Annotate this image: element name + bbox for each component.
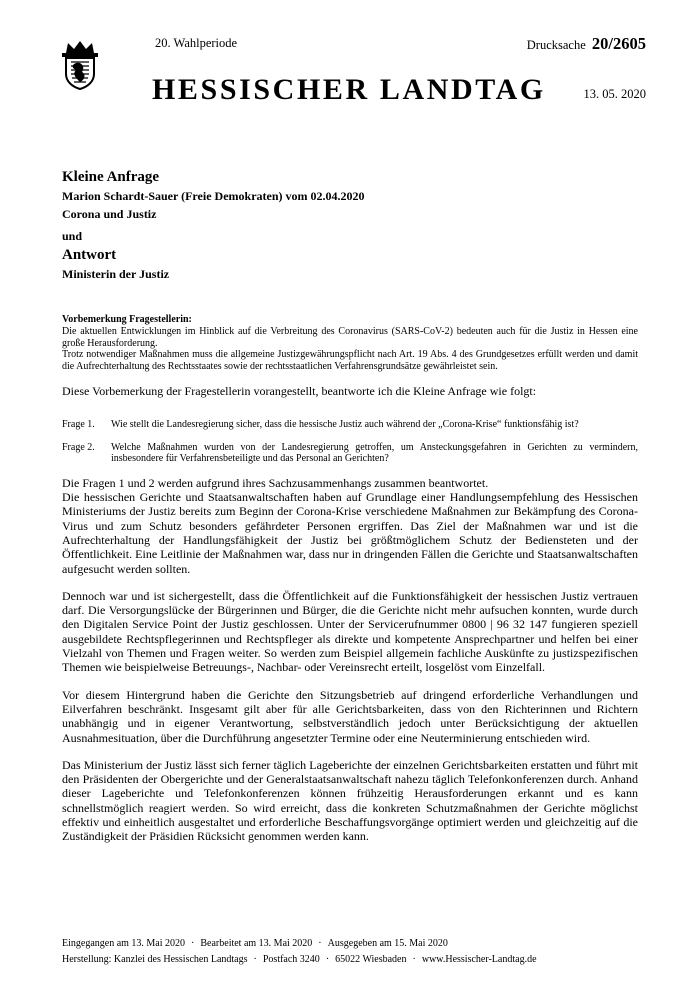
footer-separator: · <box>318 938 322 949</box>
footer-production <box>62 952 632 968</box>
topic: Corona und Justiz <box>62 207 157 221</box>
question-label: Frage 2. <box>62 441 95 453</box>
footer-dates <box>62 936 632 952</box>
po-box: Postfach 3240 <box>262 953 320 965</box>
preliminary-paragraph: Trotz notwendiger Maßnahmen muss die allgemeine Justizgewährungspflicht nach Art. 19 Abs. 4 des Grundgesetzes erfüllt werden und damit die Aufrechterhaltung des Rechtsstaates sowie der rechtsstaatlichen Verfahrensgrundsätze gewährleistet sein. <box>62 349 638 372</box>
intro-paragraph: Diese Vorbemerkung der Fragestellerin vorangestellt, beantworte ich die Kleine Anfrage wie folgt: <box>62 384 537 398</box>
preliminary-heading: Vorbemerkung Fragestellerin: <box>62 314 192 325</box>
drucksache-label-text: Drucksache <box>526 38 586 52</box>
footer-separator: · <box>412 953 416 965</box>
author-line: Marion Schardt-Sauer (Freie Demokraten) vom 02.04.2020 <box>62 189 365 203</box>
drucksache-label <box>527 34 646 54</box>
preliminary-paragraph: Die aktuellen Entwicklungen im Hinblick auf die Verbreitung des Coronavirus (SARS-CoV-2) bedeuten auch für die Justiz in Hessen eine große Herausforderung. <box>62 326 638 349</box>
answer-paragraph: Die hessischen Gerichte und Staatsanwaltschaften haben auf Grundlage einer Handlungsempfehlung des Hessischen Ministeriums der Justiz bereits zum Beginn der Corona-Krise verschiedene Maßnahmen zur Bekämpfung des Corona-Virus und zum Schutz besonders gefährdeter Personen ergriffen. Das Ziel der Maßnahmen war und ist die Aufrechterhaltung der Handlungsfähigkeit der Justiz bei größtmöglichem Schutz der Bediensteten und der Öffentlichkeit. Eine Leitlinie der Maßnahmen war, dass nur in dringenden Fällen die Gerichte und Staatsanwaltschaften aufgesucht werden sollten. <box>62 490 638 576</box>
answer-lead: Die Fragen 1 und 2 werden aufgrund ihres Sachzusammenhangs zusammen beantwortet. <box>62 475 489 490</box>
drucksache-number: 20/2605 <box>591 34 646 53</box>
answer-paragraph: Dennoch war und ist sichergestellt, dass die Öffentlichkeit auf die Funktionsfähigkeit der hessischen Justiz vertrauen darf. Die Versorgungslücke der Bürgerinnen und Bürger, die die Gerichte nicht mehr aufsuchen konnten, wurde durch den Digitalen Service Point der Justiz geschlossen. Unter der Servicerufnummer 0800 | 96 32 147 fungieren speziell ausgebildete Rechtspflegerinnen und Rechtspfleger als direkte und kompetente Ansprechpartner und helfen bei einer Vielzahl von Themen und Fragen weiter. So werden zum Beispiel allgemein fachliche Auskünfte zu justizspezifischen Themen wie beispielweise Betreuungs-, Nachbar- oder Vereinsrecht erteilt, losgelöst vom Einzelfall. <box>62 588 638 675</box>
producer: Herstellung: Kanzlei des Hessischen Landtags <box>62 953 248 965</box>
document-footer <box>62 936 632 967</box>
publication-date: 13. 05. 2020 <box>583 87 646 101</box>
answer-paragraph: Vor diesem Hintergrund haben die Gerichte den Sitzungsbetrieb auf dringend erforderliche Verhandlungen und Eilverfahren beschränkt. Insgesamt gilt aber für alle Gerichtsbarkeiten, dass von den Richterinnen und Richtern unabhängig und in eigener Verantwortung, selbstverständlich jedoch unter Berücksichtigung der aktuellen Ausnahmesituation, über die Durchführung angesetzter Termine oder eine Neuterminierung entschieden wird. <box>62 687 638 745</box>
hessen-coat-of-arms-icon <box>60 40 100 90</box>
doc-type: Kleine Anfrage <box>62 169 160 185</box>
processed-date: Bearbeitet am 13. Mai 2020 <box>200 938 313 949</box>
question-label: Frage 1. <box>62 419 95 431</box>
question-text: Wie stellt die Landesregierung sicher, dass die hessische Justiz auch während der „Corona-Krise“ funktionsfähig ist? <box>111 419 579 431</box>
answer-title: Antwort <box>62 247 117 263</box>
city: 65022 Wiesbaden <box>335 953 407 965</box>
answer-paragraph: Das Ministerium der Justiz lässt sich ferner täglich Lageberichte der einzelnen Gerichtsbarkeiten erstatten und führt mit den Präsidenten der Obergerichte und der Generalstaatsanwaltschaft nahezu täglich Telefonkonferenzen durch. Anhand dieser Lageberichte und Telefonkonferenzen können frühzeitig Herausforderungen erkannt und es kann schnellstmöglich reagiert werden. So wird erreicht, dass die konkreten Schutzmaßnahmen der Gerichte möglichst effektiv und einheitlich ausgestaltet und erforderliche Beschaffungsvorgänge optimiert werden und gleichzeitig auf die Zuständigkeit der Präsidien Rücksicht genommen werden kann. <box>62 757 638 844</box>
question-item <box>62 442 638 465</box>
parliament-name: HESSISCHER LANDTAG <box>152 73 546 106</box>
issued-date: Ausgegeben am 15. Mai 2020 <box>327 938 448 949</box>
and-conjunction: und <box>62 229 83 243</box>
footer-separator: · <box>325 953 330 965</box>
document-body <box>62 313 638 844</box>
document-header <box>62 167 642 283</box>
question-text: Welche Maßnahmen wurden von der Landesregierung getroffen, um Ansteckungsgefahren in Gerichten zu vermindern, insbesondere für Verfahrensbeteiligte und das Personal an Gerichten? <box>111 441 638 465</box>
election-period: 20. Wahlperiode <box>155 36 238 50</box>
question-item <box>62 419 638 431</box>
received-date: Eingegangen am 13. Mai 2020 <box>62 938 186 949</box>
footer-separator: · <box>191 938 195 949</box>
ministry: Ministerin der Justiz <box>62 267 170 281</box>
website-link[interactable]: www.Hessischer-Landtag.de <box>421 953 537 965</box>
footer-separator: · <box>253 953 257 965</box>
